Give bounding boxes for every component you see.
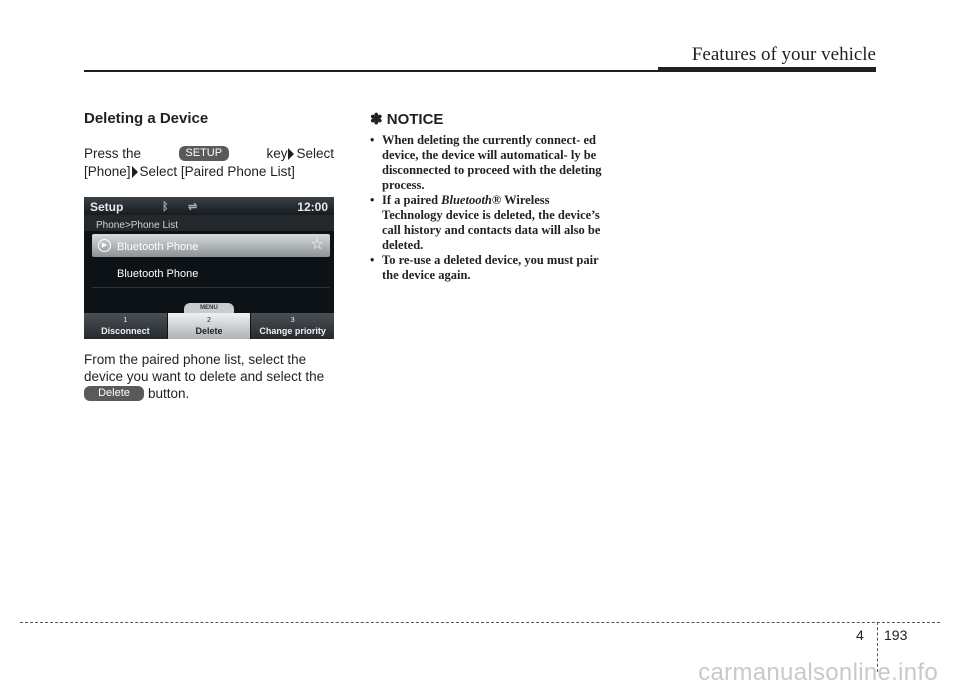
delete-key-badge: Delete (84, 386, 144, 401)
screen-path-bar (84, 215, 334, 231)
screen-list-item (92, 261, 330, 285)
delete-instructions-line-1: From the paired phone list, select the (84, 352, 307, 367)
softkey-number: 2 (207, 317, 211, 324)
page-number: 193 (884, 627, 908, 643)
instruction-phone: [Phone] (84, 164, 131, 179)
delete-instructions-line-2: device you want to delete and select the (84, 369, 325, 384)
notice-item (370, 253, 606, 283)
notice-item-text: Wireless Technology device is deleted, the device’s call history and contacts data will also be deleted. (382, 193, 601, 252)
instruction-key-group (266, 145, 334, 162)
usb-icon: ⇌ (188, 201, 198, 213)
arrow-right-icon (288, 148, 294, 160)
header-title: Features of your vehicle (691, 44, 876, 65)
play-icon: ▶ (98, 239, 111, 252)
notice-item-text: If a paired (382, 193, 442, 207)
delete-instructions (84, 351, 334, 402)
notice-heading: ✽ NOTICE (370, 111, 444, 128)
setup-screen-image (84, 197, 334, 339)
delete-instructions-end: button. (148, 386, 190, 401)
section-heading: Deleting a Device (84, 110, 209, 127)
setup-key-badge: SETUP (179, 146, 229, 161)
softkey-label: Disconnect (101, 326, 150, 336)
instruction-line-2 (84, 163, 334, 180)
screen-list-item-label: Bluetooth Phone (117, 268, 199, 280)
instruction-select: Select (296, 146, 334, 161)
softkey-delete (168, 313, 252, 339)
softkey-disconnect (84, 313, 168, 339)
notice-list (370, 133, 606, 283)
screen-clock: 12:00 (297, 200, 328, 214)
delete-instructions-line-3 (84, 385, 334, 402)
instruction-paired-list: Select [Paired Phone List] (139, 164, 295, 179)
page-chapter: 4 (856, 627, 864, 643)
notice-item-text: To re-use a deleted device, you must pair the device again. (382, 253, 599, 282)
screen-title: Setup (90, 200, 124, 214)
notice-column (370, 110, 606, 283)
bluetooth-icon: ᛒ (162, 201, 169, 213)
screen-list-item-label: Bluetooth Phone (117, 241, 199, 253)
softkey-number: 1 (123, 317, 128, 324)
softkey-label: Delete (195, 326, 223, 336)
screen-top-bar (84, 197, 334, 215)
screen-list-item-selected (92, 234, 330, 257)
watermark: carmanualsonline.info (698, 659, 938, 686)
softkey-number: 3 (290, 317, 295, 324)
instruction-press: Press the (84, 146, 142, 161)
screen-path: Phone>Phone List (96, 220, 179, 231)
arrow-right-icon (132, 166, 138, 178)
notice-item (370, 193, 606, 253)
left-column (84, 110, 334, 402)
notice-brand: Bluetooth® (441, 193, 502, 207)
star-icon: ☆ (310, 236, 324, 253)
screen-divider (92, 287, 330, 288)
instruction-key: key (266, 146, 288, 161)
header-rule-accent (658, 67, 876, 72)
notice-item-text: When deleting the currently connect- ed device, the device will automatical- ly be disconnected to proceed with the deleting process. (382, 133, 602, 192)
instruction-line-1 (84, 145, 334, 162)
screen-menu-tab: MENU (184, 303, 234, 313)
notice-item (370, 133, 606, 193)
screen-softkey-bar (84, 313, 334, 339)
footer-rule (20, 622, 940, 623)
softkey-label: Change priority (259, 326, 326, 336)
softkey-change-priority (251, 313, 334, 339)
